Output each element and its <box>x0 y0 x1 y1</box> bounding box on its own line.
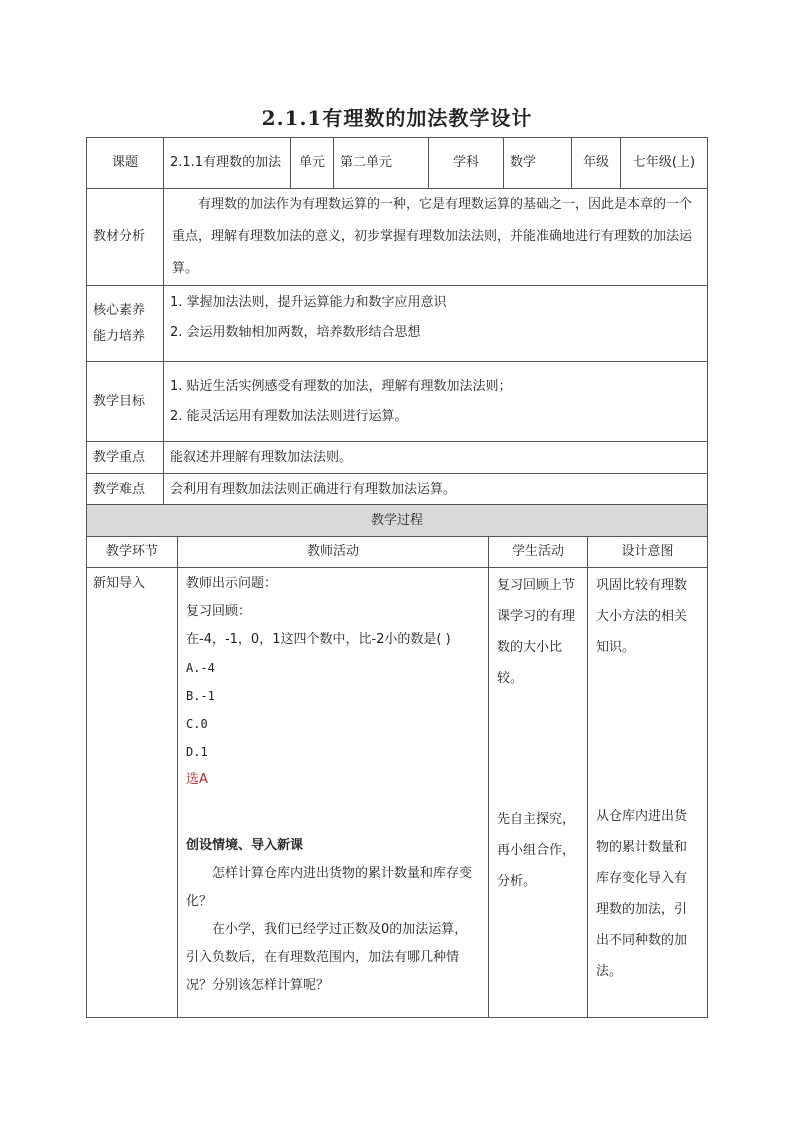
process-table <box>86 504 708 1018</box>
core-label: 核心素养能力培养 <box>87 286 164 362</box>
student-block-1: 复习回顾上节课学习的有理数的大小比较。 <box>497 578 576 686</box>
document-title: 2.1.1有理数的加法教学设计 <box>261 106 533 130</box>
analysis-text: 有理数的加法作为有理数运算的一种，它是有理数运算的基础之一，因此是本章的一个重点，理解有理数加法的意义，初步掌握有理数加法法则，并能准确地进行有理数的加法运算。 <box>172 197 693 276</box>
teacher-para-2: 在小学，我们已经学过正数及0的加法运算，引入负数后，在有理数范围内，加法有哪几种情况？分别该怎样计算呢？ <box>186 922 468 993</box>
option-b: B.-1 <box>186 689 215 703</box>
option-d: D.1 <box>186 745 208 759</box>
goals-cell <box>164 362 708 442</box>
stage-cell: 新知导入 <box>87 568 178 1018</box>
key-label: 教学重点 <box>87 442 164 474</box>
student-cell <box>489 568 588 1018</box>
core-cell <box>164 286 708 362</box>
student-block-2: 先自主探究，再小组合作，分析。 <box>497 812 576 889</box>
teacher-para-1: 怎样计算仓库内进出货物的累计数量和库存变化？ <box>186 866 473 909</box>
intent-cell <box>588 568 708 1018</box>
answer-text: 选A <box>186 772 208 787</box>
subject-value: 数学 <box>504 138 572 189</box>
section-title: 创设情境、导入新课 <box>186 838 304 853</box>
option-c: C.0 <box>186 717 208 731</box>
intent-block-1: 巩固比较有理数大小方法的相关知识。 <box>596 578 688 655</box>
col-intent-header: 设计意图 <box>588 537 708 568</box>
col-teacher-header: 教师活动 <box>178 537 489 568</box>
difficulty-text: 会利用有理数加法法则正确进行有理数加法运算。 <box>164 474 708 506</box>
analysis-cell <box>164 189 708 286</box>
core-item-2: 2. 会运用数轴相加两数，培养数形结合思想 <box>170 325 421 340</box>
key-text: 能叙述并理解有理数加法法则。 <box>164 442 708 474</box>
goals-label: 教学目标 <box>87 362 164 442</box>
analysis-label: 教材分析 <box>87 189 164 286</box>
teacher-question: 在-4，-1，0，1这四个数中，比-2小的数是( ) <box>186 632 451 647</box>
teacher-line-2: 复习回顾： <box>186 604 252 619</box>
option-a: A.-4 <box>186 661 215 675</box>
teacher-cell <box>178 568 489 1018</box>
subject-label: 学科 <box>429 138 504 189</box>
topic-label: 课题 <box>87 138 164 189</box>
intent-block-2: 从仓库内进出货物的累计数量和库存变化导入有理数的加法，引出不同种数的加法。 <box>596 809 688 979</box>
goals-item-2: 2. 能灵活运用有理数加法法则进行运算。 <box>170 408 408 424</box>
core-item-1: 1. 掌握加法法则，提升运算能力和数字应用意识 <box>170 295 447 310</box>
teacher-line-1: 教师出示问题： <box>186 576 278 591</box>
grade-label: 年级 <box>572 138 621 189</box>
unit-value: 第二单元 <box>334 138 429 189</box>
topic-value: 2.1.1有理数的加法 <box>164 138 291 189</box>
goals-item-1: 1. 贴近生活实例感受有理数的加法，理解有理数加法法则； <box>170 378 512 394</box>
grade-value: 七年级(上) <box>621 138 708 189</box>
process-heading: 教学过程 <box>87 505 708 537</box>
col-stage-header: 教学环节 <box>87 537 178 568</box>
col-student-header: 学生活动 <box>489 537 588 568</box>
difficulty-label: 教学难点 <box>87 474 164 506</box>
unit-label: 单元 <box>291 138 334 189</box>
info-table <box>86 137 708 506</box>
